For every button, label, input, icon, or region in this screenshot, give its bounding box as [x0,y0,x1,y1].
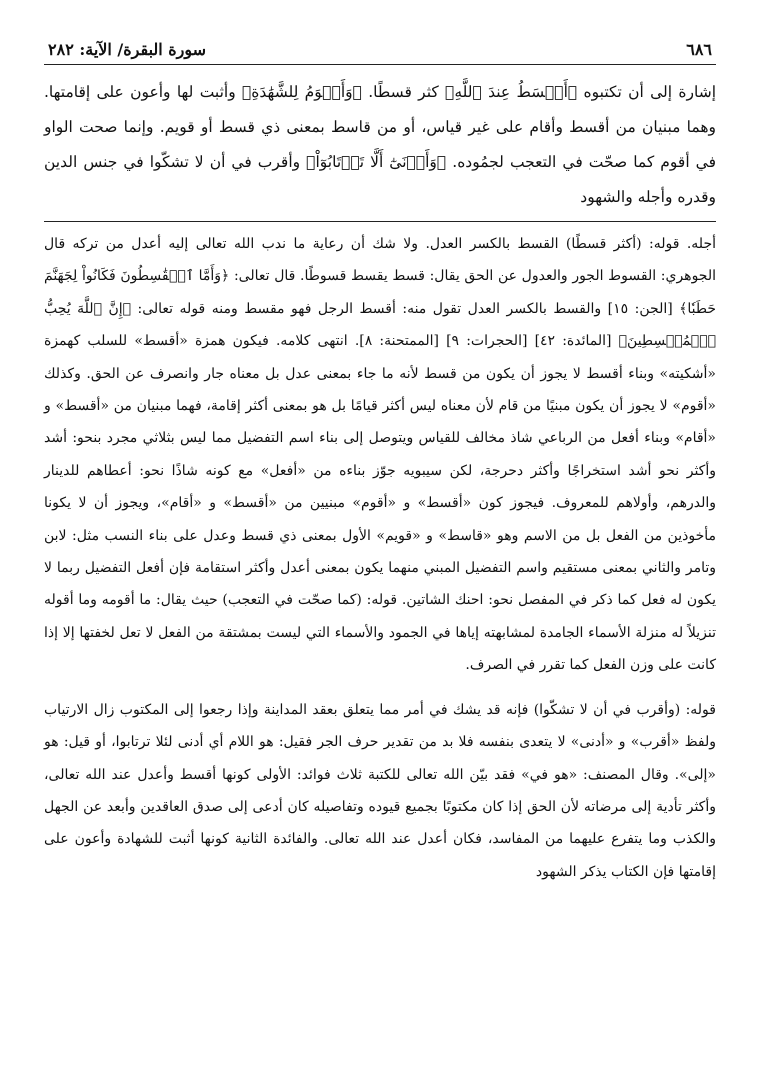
page-header [44,36,716,65]
surah-reference: سورة البقرة/ الآية: ٢٨٢ [48,40,207,59]
commentary-text [44,228,716,888]
main-text [44,75,716,215]
main-paragraph: إشارة إلى أن تكتبوه ﴿أَقۡسَطُ عِندَ ٱللَّهِ﴾ كثر قسطًا. ﴿وَأَقۡوَمُ لِلشَّهَٰدَةِ﴾ وأثبت لها وأعون على إقامتها. وهما مبنيان من أقسط وأقام على غير قياس، أو من قاسط بمعنى ذي قسط أو قويم. وإنما صحت الواو في أقوم كما صحّت في التعجب لجمُوده. ﴿وَأَدۡنَىٰٓ أَلَّا تَرۡتَابُوٓاْ﴾ وأقرب في أن لا تشكّوا في جنس الدين وقدره وأجله والشهود [44,83,716,206]
commentary-paragraph-2: قوله: (وأقرب في أن لا تشكّوا) فإنه قد يشك في أمر مما يتعلق بعقد المداينة وإذا رجعوا إلى المكتوب زال الارتياب ولفظ «أقرب» و «أدنى» لا يتعدى بنفسه فلا بد من تقدير حرف الجر فقيل: هو اللام أي أدنى لئلا ترتابوا، أو قيل: هو «إلى». وقال المصنف: «هو في» فقد بيّن الله تعالى للكتبة ثلاث فوائد: الأولى كونها أقسط وأعدل عند الله تعالى، وأكثر تأدية إلى مرضاته لأن الحق إذا كان مكتوبًا بجميع قيوده وتفاصيله كان أدعى إلى صدق العاقدين وأبعد عن الجهل والكذب وما يتفرع عليهما من المفاسد، فكان أعدل عند الله تعالى. والفائدة الثانية كونها أثبت للشهادة وأعون على إقامتها فإن الكتاب يذكر الشهود [44,701,716,880]
page-number: ٦٨٦ [686,40,712,59]
book-page [44,36,716,1066]
commentary-paragraph-1: أجله. قوله: (أكثر قسطًا) القسط بالكسر العدل. ولا شك أن رعاية ما ندب الله تعالى إليه أعدل من تركه قال الجوهري: القسوط الجور والعدول عن الحق يقال: قسط يقسط قسوطًا. قال تعالى: ﴿وَأَمَّا ٱلۡقَٰسِطُونَ فَكَانُواْ لِجَهَنَّمَ حَطَبٗا﴾ [الجن: ١٥] والقسط بالكسر العدل تقول منه: أقسط الرجل فهو مقسط ومنه قوله تعالى: ﴿إِنَّ ٱللَّهَ يُحِبُّ ٱلۡمُقۡسِطِينَ﴾ [المائدة: ٤٢] [الحجرات: ٩] [الممتحنة: ٨]. انتهى كلامه. فيكون همزة «أقسط» للسلب كهمزة «أشكيته» وبناء أقسط لا يجوز أن يكون من قسط لأنه ما جاء بمعنى عدل بل معناه جار وانصرف عن الحق. وكذلك «أقوم» لا يجوز أن يكون مبنيًا من قام لأن معناه ليس أكثر قيامًا بل هو بمعنى أكثر إقامة، فهما مبنيان من «أقسط» و «أقام» وبناء أفعل من الرباعي شاذ مخالف للقياس ويتوصل إلى بناء اسم التفضيل مما ليس بثلاثي مجرد بنحو: أشد وأكثر نحو أشد استخراجًا وأكثر دحرجة، لكن سيبويه جوّز بناءه من «أفعل» مع كونه شاذًا نحو: أعطاهم للدينار والدرهم، وأولاهم للمعروف. فيجوز كون «أقسط» و «أقوم» مبنيين من «أقسط» و «أقام»، ويجوز أن لا يكونا مأخوذين من الفعل بل من الاسم وهو «قاسط» و «قويم» الأول بمعنى ذي قسط وعدل على بناء النسب مثل: لابن وتامر والثاني بمعنى مستقيم واسم التفضيل المبني منهما يكون بمعنى أعدل وأكثر استقامة فإن أفعل التفضيل ربما لا يكون له فعل كما ذكر في المفصل نحو: احنك الشاتين. قوله: (كما صحّت في التعجب) حيث يقال: ما أقومه وما أقوله تنزيلاً له منزلة الأسماء الجامدة لمشابهته إياها في الجمود والأسماء التي ليست بمشتقة من الفعل لا تعل لخفتها إلا إذا كانت على وزن الفعل كما تقرر في الصرف. [44,236,717,674]
separator-line [44,221,716,222]
